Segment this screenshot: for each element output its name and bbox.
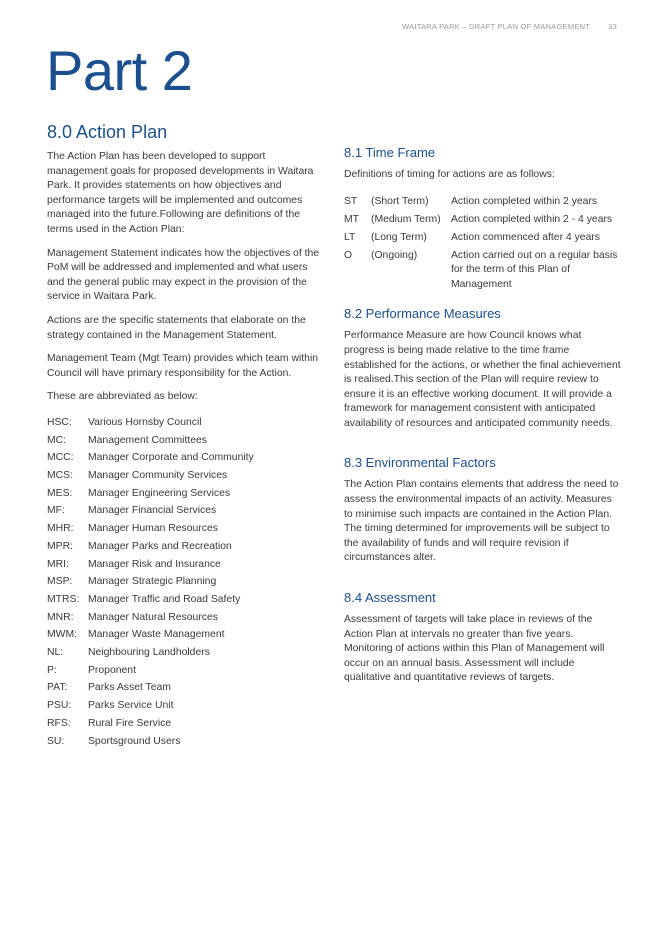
- abbreviation-code: MTRS:: [47, 593, 80, 605]
- abbreviation-row: [47, 485, 322, 503]
- action-plan-paragraph: The Action Plan has been developed to support management goals for proposed developments in Waitara Park. It provides statements on how objectives and performance targets will be implemented and outcomes managed into the future.Following are definitions of the terms used in the Action Plan:: [47, 151, 314, 235]
- abbreviation-name: Manager Strategic Planning: [88, 576, 217, 588]
- abbreviation-name: Manager Waste Management: [88, 629, 225, 641]
- abbreviation-code: PSU:: [47, 700, 72, 712]
- performance-measures-text: Performance Measure are how Council knows what progress is being made relative to the time frame established for the actions, or whether the final achievement is realised.This section of the Plan will require review to ensure it is an effective working document. It will provide a framework for management consistent with anticipated availability of resources and anticipated community needs.: [344, 330, 621, 429]
- abbreviation-code: MHR:: [47, 523, 74, 535]
- abbreviation-name: Rural Fire Service: [88, 717, 172, 729]
- abbreviation-row: [47, 662, 322, 680]
- abbreviation-code: MC:: [47, 434, 67, 446]
- timing-name: (Short Term): [371, 195, 429, 207]
- environmental-factors-text: The Action Plan contains elements that address the need to assess the environmental impacts of an activity. Measures to minimise such impacts are contained in the Action Plan. The timing determined for improvements will be subject to the availability of funds and will require revision if circumstances alter.: [344, 479, 619, 564]
- abbreviation-name: Manager Natural Resources: [88, 611, 218, 623]
- abbreviation-name: Manager Human Resources: [88, 523, 218, 535]
- abbreviation-code: MRI:: [47, 558, 69, 570]
- page-number: 33: [608, 22, 617, 31]
- abbreviation-row: [47, 591, 322, 609]
- timing-code: O: [344, 249, 353, 261]
- abbreviation-name: Manager Financial Services: [88, 505, 217, 517]
- timing-code: ST: [344, 195, 358, 207]
- abbreviation-row: [47, 467, 322, 485]
- abbreviation-code: SU:: [47, 735, 65, 747]
- abbreviation-name: Manager Traffic and Road Safety: [88, 593, 241, 605]
- environmental-factors-heading: 8.3 Environmental Factors: [344, 455, 496, 471]
- abbreviation-name: Various Hornsby Council: [88, 416, 202, 428]
- abbreviation-row: [47, 573, 322, 591]
- abbreviation-row: [47, 733, 322, 751]
- timing-description: Action completed within 2 years: [451, 195, 598, 207]
- abbreviation-row: [47, 520, 322, 538]
- timing-name: (Medium Term): [371, 213, 441, 225]
- abbreviation-name: Manager Corporate and Community: [88, 452, 254, 464]
- running-header: [402, 22, 617, 31]
- timing-description: Action carried out on a regular basis for the term of this Plan of Management: [451, 249, 618, 290]
- abbreviation-name: Neighbouring Landholders: [88, 647, 210, 659]
- abbreviation-row: [47, 679, 322, 697]
- timing-row: [344, 195, 622, 210]
- running-title: WAITARA PARK – DRAFT PLAN OF MANAGEMENT: [402, 22, 591, 31]
- assessment-heading: 8.4 Assessment: [344, 590, 436, 606]
- abbreviation-row: [47, 609, 322, 627]
- abbreviation-row: [47, 432, 322, 450]
- abbreviation-list: [47, 414, 322, 750]
- abbreviation-row: [47, 697, 322, 715]
- abbreviation-code: PAT:: [47, 682, 68, 694]
- abbreviation-row: [47, 502, 322, 520]
- abbreviation-row: [47, 414, 322, 432]
- abbreviation-code: MWM:: [47, 629, 78, 641]
- abbreviation-code: MCS:: [47, 470, 73, 482]
- timing-row: [344, 231, 622, 246]
- timing-name: (Long Term): [371, 231, 427, 243]
- environmental-factors-section: [344, 455, 622, 566]
- performance-measures-heading: 8.2 Performance Measures: [344, 306, 501, 322]
- timing-row: [344, 249, 622, 293]
- abbreviation-row: [47, 449, 322, 467]
- time-frame-section: [344, 145, 622, 292]
- action-plan-paragraph: These are abbreviated as below:: [47, 391, 198, 403]
- abbreviation-code: P:: [47, 664, 57, 676]
- abbreviation-row: [47, 715, 322, 733]
- abbreviation-name: Parks Asset Team: [88, 682, 171, 694]
- timing-name: (Ongoing): [371, 249, 418, 261]
- abbreviation-name: Manager Community Services: [88, 470, 228, 482]
- abbreviation-code: RFS:: [47, 717, 71, 729]
- abbreviation-row: [47, 538, 322, 556]
- abbreviation-row: [47, 644, 322, 662]
- abbreviation-code: NL:: [47, 647, 64, 659]
- right-column: [344, 145, 622, 695]
- abbreviation-code: MPR:: [47, 540, 73, 552]
- abbreviation-name: Parks Service Unit: [88, 700, 174, 712]
- assessment-text: Assessment of targets will take place in reviews of the Action Plan at intervals no greater than five years. Monitoring of actions within this Plan of Management will occur on an annual basis. Assessment will include qualitative and quantitative reviews of targets.: [344, 614, 605, 684]
- abbreviation-name: Manager Engineering Services: [88, 487, 231, 499]
- abbreviation-code: MES:: [47, 487, 73, 499]
- time-frame-intro: Definitions of timing for actions are as follows:: [344, 169, 555, 180]
- action-plan-paragraph: Management Team (Mgt Team) provides which team within Council will have primary responsibility for the Action.: [47, 353, 319, 379]
- assessment-section: [344, 590, 622, 686]
- abbreviation-name: Management Committees: [88, 434, 207, 446]
- timing-description: Action completed within 2 - 4 years: [451, 213, 613, 225]
- action-plan-heading: 8.0 Action Plan: [47, 122, 168, 142]
- abbreviation-row: [47, 626, 322, 644]
- abbreviation-code: MNR:: [47, 611, 74, 623]
- abbreviation-name: Manager Risk and Insurance: [88, 558, 221, 570]
- abbreviation-code: MCC:: [47, 452, 74, 464]
- abbreviation-code: HSC:: [47, 416, 72, 428]
- timing-list: [344, 195, 622, 293]
- timing-description: Action commenced after 4 years: [451, 231, 601, 243]
- abbreviation-row: [47, 556, 322, 574]
- part-title: Part 2: [46, 39, 193, 102]
- time-frame-heading: 8.1 Time Frame: [344, 145, 436, 160]
- abbreviation-name: Manager Parks and Recreation: [88, 540, 232, 552]
- left-column: [47, 122, 322, 750]
- abbreviation-name: Proponent: [88, 664, 136, 676]
- abbreviation-code: MSP:: [47, 576, 73, 588]
- timing-code: LT: [344, 231, 356, 243]
- timing-code: MT: [344, 213, 360, 225]
- action-plan-paragraph: Actions are the specific statements that elaborate on the strategy contained in the Management Statement.: [47, 314, 306, 341]
- timing-row: [344, 213, 622, 228]
- abbreviation-code: MF:: [47, 505, 65, 517]
- abbreviation-name: Sportsground Users: [88, 735, 181, 747]
- performance-measures-section: [344, 306, 622, 431]
- action-plan-paragraph: Management Statement indicates how the objectives of the PoM will be addressed and implemented and what users and the general public may expect in the provision of the service in Waitara Park.: [47, 247, 320, 303]
